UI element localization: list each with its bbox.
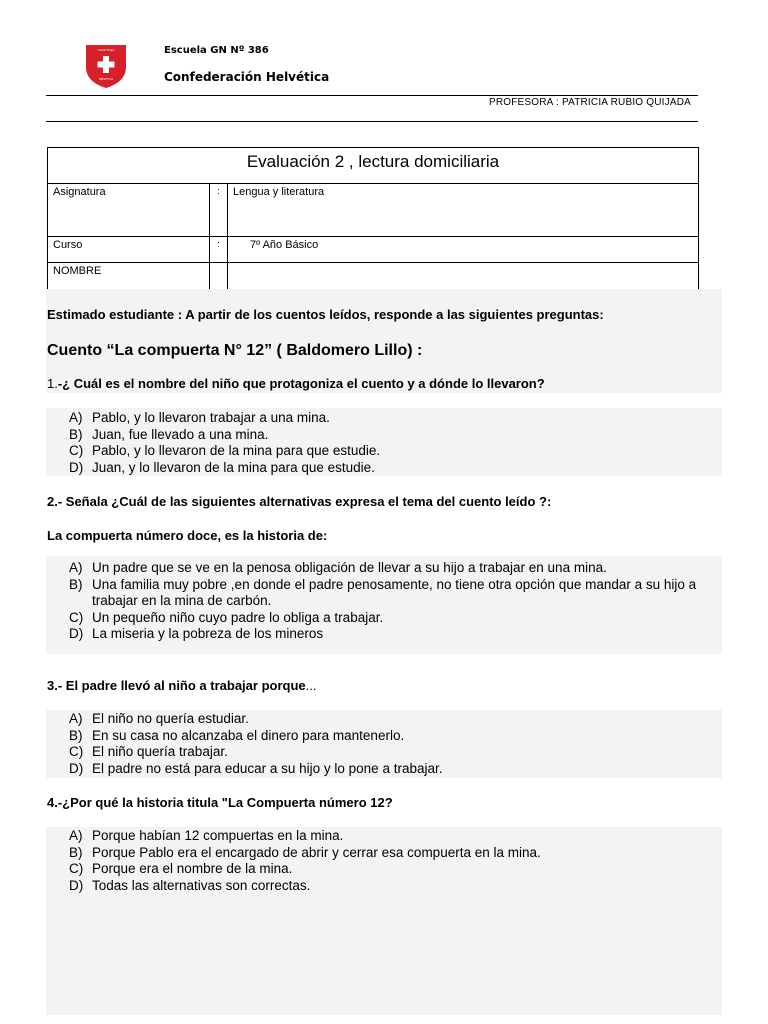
option-letter: B) <box>69 426 83 442</box>
option-letter: D) <box>69 459 84 475</box>
separator: : <box>210 184 228 237</box>
student-info-table <box>47 147 699 291</box>
option-text: Juan, fue llevado a una mina. <box>92 426 269 442</box>
option-text: Juan, y lo llevaron de la mina para que estudie. <box>92 459 375 475</box>
list-item[interactable] <box>69 610 722 627</box>
story-title: Cuento “La compuerta N° 12” ( Baldomero Lillo) : <box>47 342 423 359</box>
header-divider <box>46 95 698 96</box>
question-4: 4.-¿Por qué la historia titula "La Compuerta número 12? <box>47 795 393 810</box>
option-letter: D) <box>69 626 84 642</box>
table-row <box>48 263 699 291</box>
option-letter: A) <box>69 560 83 575</box>
question-2-subtitle: La compuerta número doce, es la historia de: <box>47 528 328 543</box>
question-1 <box>47 376 545 391</box>
question-4-options <box>69 828 541 894</box>
list-item[interactable] <box>69 460 380 477</box>
list-item[interactable] <box>69 443 380 460</box>
question-3-options <box>69 711 442 777</box>
option-letter: A) <box>69 828 83 843</box>
option-text: Una familia muy pobre ,en donde el padre penosamente, no tiene otra opción que mandar a su hijo a trabajar en la mina de carbón. <box>92 576 697 609</box>
list-item[interactable] <box>69 626 722 643</box>
separator: : <box>210 237 228 263</box>
option-text: La miseria y la pobreza de los mineros <box>92 626 324 642</box>
option-letter: B) <box>69 844 83 860</box>
school-name: Escuela GN Nº 386 <box>164 45 269 56</box>
list-item[interactable] <box>69 878 541 895</box>
svg-text:HELVETICA: HELVETICA <box>98 78 114 81</box>
subject-label: Asignatura <box>48 184 210 237</box>
option-letter: C) <box>69 861 84 877</box>
option-letter: C) <box>69 609 84 625</box>
list-item[interactable] <box>69 845 541 862</box>
header-divider-bottom <box>46 121 698 122</box>
table-row <box>48 237 699 263</box>
list-item[interactable] <box>69 410 380 427</box>
instructions: Estimado estudiante : A partir de los cuentos leídos, responde a las siguientes preguntas: <box>47 307 604 322</box>
option-text: En su casa no alcanzaba el dinero para mantenerlo. <box>92 727 405 743</box>
option-letter: A) <box>69 410 83 425</box>
question-number: 1. <box>47 376 58 391</box>
question-3 <box>47 678 316 693</box>
option-text: El padre no está para educar a su hijo y lo pone a trabajar. <box>92 760 443 776</box>
option-text: El niño no quería estudiar. <box>92 711 249 726</box>
separator <box>210 263 228 291</box>
table-row <box>48 184 699 237</box>
list-item[interactable] <box>69 560 722 577</box>
list-item[interactable] <box>69 761 442 778</box>
school-subtitle: Confederación Helvética <box>164 70 330 84</box>
option-letter: C) <box>69 744 84 760</box>
list-item[interactable] <box>69 828 541 845</box>
option-letter: B) <box>69 727 83 743</box>
option-text: El niño quería trabajar. <box>92 744 228 760</box>
option-letter: D) <box>69 877 84 893</box>
course-value: 7º Año Básico <box>228 237 699 263</box>
name-label: NOMBRE <box>48 263 210 291</box>
list-item[interactable] <box>69 427 380 444</box>
name-field[interactable] <box>228 263 699 291</box>
teacher-name: PROFESORA : PATRICIA RUBIO QUIJADA <box>488 97 691 108</box>
option-letter: B) <box>69 576 83 592</box>
option-text: Pablo, y lo llevaron de la mina para que estudie. <box>92 443 381 459</box>
option-text: Un padre que se ve en la penosa obligación de llevar a su hijo a trabajar en una mina. <box>92 560 607 575</box>
question-2-options <box>69 560 722 643</box>
option-text: Porque Pablo era el encargado de abrir y cerrar esa compuerta en la mina. <box>92 844 541 860</box>
option-text: Porque era el nombre de la mina. <box>92 861 293 877</box>
option-text: Porque habían 12 compuertas en la mina. <box>92 828 344 843</box>
evaluation-title: Evaluación 2 , lectura domiciliaria <box>48 148 699 184</box>
option-letter: D) <box>69 760 84 776</box>
list-item[interactable] <box>69 711 442 728</box>
question-2: 2.- Señala ¿Cuál de las siguientes alternativas expresa el tema del cuento leído ?: <box>47 494 552 509</box>
svg-text:CRUZ ROJA: CRUZ ROJA <box>97 48 115 52</box>
option-text: Un pequeño niño cuyo padre lo obliga a trabajar. <box>92 609 384 625</box>
list-item[interactable] <box>69 728 442 745</box>
question-text: -¿ Cuál es el nombre del niño que protagoniza el cuento y a dónde lo llevaron? <box>57 376 545 391</box>
list-item[interactable] <box>69 861 541 878</box>
question-text: 3.- El padre llevó al niño a trabajar porque <box>47 678 306 693</box>
course-label: Curso <box>48 237 210 263</box>
subject-value: Lengua y literatura <box>228 184 699 237</box>
question-ellipsis: ... <box>305 678 317 693</box>
list-item[interactable] <box>69 577 722 610</box>
option-letter: A) <box>69 711 83 726</box>
option-text: Todas las alternativas son correctas. <box>92 877 311 893</box>
option-text: Pablo, y lo llevaron trabajar a una mina. <box>92 410 330 425</box>
question-1-options <box>69 410 380 476</box>
option-letter: C) <box>69 443 84 459</box>
school-logo <box>84 43 128 89</box>
list-item[interactable] <box>69 744 442 761</box>
